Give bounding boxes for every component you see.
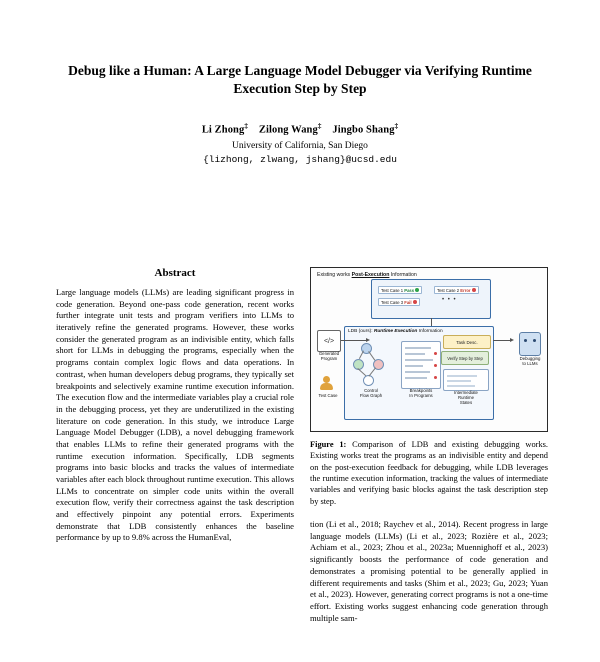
test-case-user-icon bbox=[319, 376, 335, 392]
arrow-program-to-ldb bbox=[341, 340, 367, 341]
breakpoints-box bbox=[401, 341, 441, 389]
arrow-head-1 bbox=[366, 338, 370, 342]
cross-icon bbox=[472, 288, 476, 292]
right-column bbox=[310, 267, 548, 629]
test-case-1-status: Pass bbox=[404, 287, 415, 293]
cfg-edge-3 bbox=[357, 368, 366, 376]
arrow-head-2 bbox=[510, 338, 514, 342]
generated-program-label: Generated Program bbox=[318, 351, 340, 361]
arrow-ldb-to-llm bbox=[493, 340, 511, 341]
abstract-heading: Abstract bbox=[154, 267, 196, 279]
test-case-chip-1 bbox=[378, 286, 422, 294]
post-execution-suffix: Information bbox=[389, 272, 417, 278]
test-case-chip-2 bbox=[434, 286, 479, 294]
control-flow-graph-label: Control Flow Graph bbox=[359, 388, 383, 398]
test-case-chip-3 bbox=[378, 298, 420, 306]
check-icon bbox=[415, 288, 419, 292]
left-column bbox=[56, 267, 294, 549]
author-1-sup: ‡ bbox=[244, 122, 248, 131]
author-2: Zilong Wang bbox=[258, 124, 318, 136]
verify-text: Verify Step by Step bbox=[447, 355, 483, 361]
test-case-2-status: Error bbox=[460, 287, 471, 293]
two-column-body bbox=[0, 267, 600, 662]
llm-robot-icon bbox=[519, 332, 541, 356]
debugging-to-llm-label: Debugging to LLMs bbox=[519, 356, 541, 366]
ldb-panel-title bbox=[348, 329, 443, 334]
author-1: Li Zhong bbox=[201, 124, 245, 136]
task-description-chip bbox=[443, 335, 491, 349]
post-execution-panel bbox=[371, 279, 491, 319]
breakpoints-label: Breakpoints In Programs bbox=[409, 388, 433, 398]
figure-existing-works-title bbox=[317, 272, 417, 278]
author-2-sup: ‡ bbox=[317, 122, 322, 131]
affiliation: University of California, San Diego bbox=[232, 140, 368, 151]
abstract-body bbox=[56, 287, 294, 544]
figure-1-graphic bbox=[310, 267, 548, 432]
arrow-panel-connector bbox=[431, 318, 432, 326]
cfg-edge-1 bbox=[359, 351, 364, 359]
figure-1-caption bbox=[310, 439, 548, 507]
test-case-1-name: Test Case 1 bbox=[381, 287, 404, 293]
ldb-suffix: Information bbox=[417, 329, 443, 334]
right-column-body bbox=[310, 519, 548, 624]
cross-icon-2 bbox=[413, 300, 417, 304]
test-case-2-name: Test Case 2 bbox=[437, 287, 460, 293]
page-title: Debug like a Human: A Large Language Model Debugger via Verifying Runtime Execution Step by Step bbox=[68, 63, 532, 97]
author-3: Jingbo Shang bbox=[332, 124, 395, 136]
author-3-sup: ‡ bbox=[394, 122, 399, 131]
abstract-paragraph: Large language models (LLMs) are leading significant progress in code generation. Beyond one-pass code generation, recent works further integrate unit tests and program verifiers into LLMs to iteratively refine the generated programs. However, these works consider the generated program as an indivisible entity, which falls short for LLMs in debugging the programs, especially when the programs contain complex logic flows and data operations. In contrast, when human developers debug programs, they typically set breakpoints and selectively examine runtime execution information. The execution flow and the intermediate variables play a crucial role in the debugging process, yet they are underutilized in the existing literature on code generation. In this study, we introduce Large Language Model Debugger (LDB), a novel debugging framework that enables LLMs to refine their generated programs with the runtime execution information. Specifically, LDB segments programs into basic blocks and tracks the values of intermediate variables after each block throughout runtime execution. This allows LLMs to concentrate on simpler code units within the overall execution flow, verify their correctness against the task description and effectively pinpoint any potential errors. Experiments demonstrate that LDB consistently enhances the baseline performance by up to 9.8% across the HumanEval, bbox=[56, 287, 294, 543]
test-case-3-name: Test Case 3 bbox=[381, 299, 404, 305]
ellipsis-top: • • • bbox=[442, 297, 457, 303]
figure-caption-text: Comparison of LDB and existing debugging works. Existing works treat the programs as an indivisible entity and depend on the post-execution feedback for debugging, while LDB leverages the runtime execution information, tracking the values of intermediate variables and verifying basic blocks against the task description step by step. bbox=[310, 440, 548, 506]
authors-line bbox=[0, 122, 600, 136]
figure-caption-label: Figure 1: bbox=[310, 440, 347, 449]
test-case-label: Test Case bbox=[318, 393, 338, 398]
generated-program-icon: </> bbox=[317, 330, 341, 352]
cfg-edge-2 bbox=[368, 351, 375, 361]
email-line: {lizhong, zlwang, jshang}@ucsd.edu bbox=[203, 153, 397, 165]
runtime-states-box bbox=[443, 369, 489, 391]
ldb-italic-label: Runtime Execution bbox=[372, 329, 418, 334]
intro-continuation-paragraph: tion (Li et al., 2018; Raychev et al., 2014). Recent progress in large language models (LLMs) (Li et al., 2023; Rozière et al., 2023; Achiam et al., 2023; Zhou et al., 2023a; Muennighoff et al., 2023) significantly boosts the performance of code generation and demonstrates a promising potential to be generally applied in different requirements and tasks (Shim et al., 2023; Gu, 2023; Yuan et al., 2023). However, generating correct programs is not a one-time effort. Existing works suggest enhancing code generation through multiple sam- bbox=[310, 519, 548, 623]
paper-page bbox=[0, 62, 600, 662]
test-case-3-status: Fail bbox=[404, 299, 412, 305]
runtime-states-label: Intermediate Runtime States bbox=[454, 390, 478, 405]
existing-works-label: Existing works bbox=[317, 272, 351, 278]
cfg-edge-4 bbox=[368, 367, 376, 376]
post-execution-label: Post-Execution bbox=[351, 272, 390, 278]
task-desc-text: Task Desc. bbox=[456, 339, 478, 345]
verify-step-by-step-chip bbox=[441, 351, 489, 365]
ldb-label: LDB (ours): bbox=[348, 329, 373, 334]
